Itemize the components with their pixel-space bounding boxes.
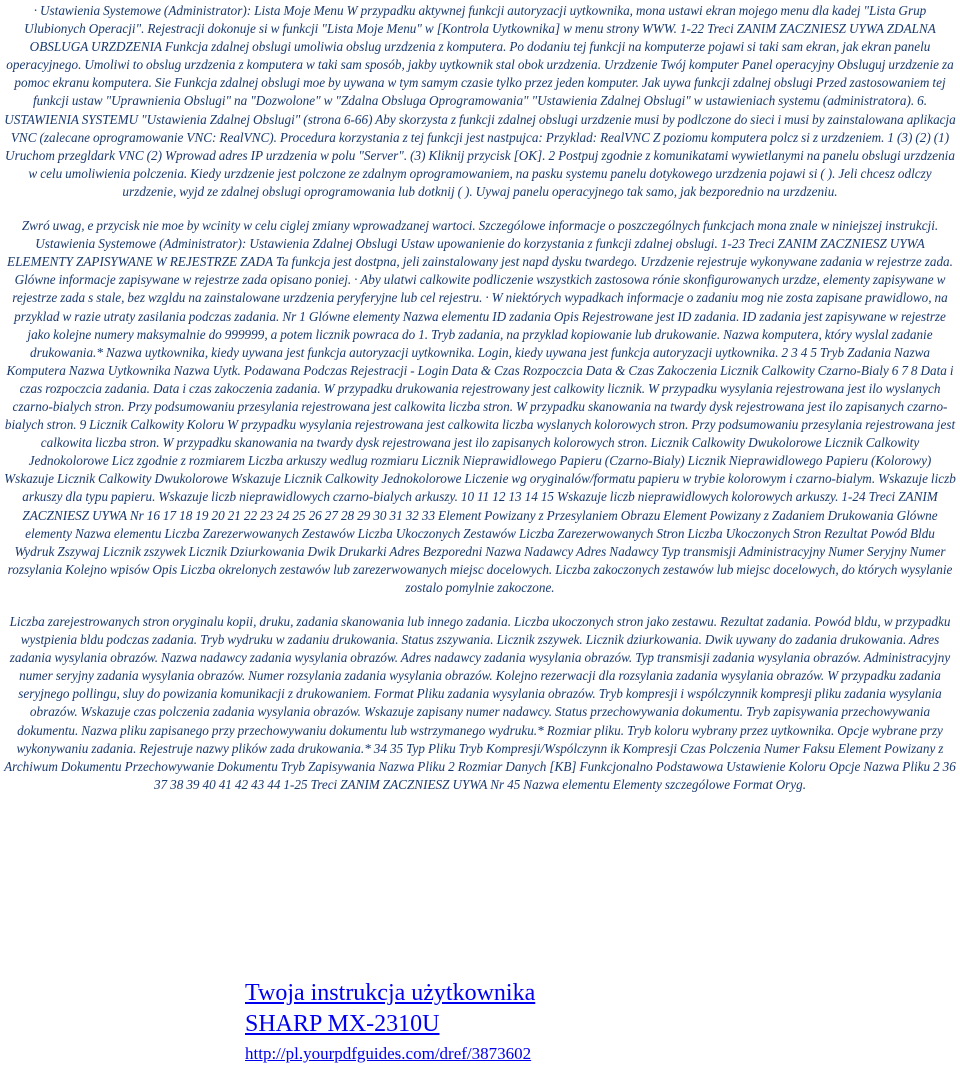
- product-model-link[interactable]: SHARP MX-2310U: [245, 1011, 440, 1037]
- paragraph-job-log-details: Liczba zarejestrowanych stron oryginalu kopii, druku, zadania skanowania lub innego zadania. Liczba ukoczonych stron jako zestawu. Rezultat zadania. Powód bldu, w przypadku wystpienia bldu podczas zadania. Tryb wydruku w zadaniu drukowania. Status zszywania. Licznik zszywek. Licznik dziurkowania. Dwik uywany do zadania drukowania. Adres zadania wysylania obrazów. Nazwa nadawcy zadania wysylania obrazów. Adres nadawcy zadania wysylania obrazów. Typ transmisji zadania wysylania obrazów. Administracyjny numer seryjny zadania wysylania obrazów. Numer rozsylania zadania wysylania obrazów. Kolejno rezerwacji dla rozsylania zadania wysylania obrazów. W przypadku zadania seryjnego pollingu, sluy do powizania komunikacji z drukowaniem. Format Pliku zadania wysylania obrazów. Tryb kompresji i wspólczynnik kompresji pliku zadania wysylania obrazów. Wskazuje czas polczenia zadania wysylania obrazów. Wskazuje zapisany numer nadawcy. Status przechowywania dokumentu. Tryb zapisywania przechowywania dokumentu. Nazwa pliku zapisanego przy przechowywaniu dokumentu lub wstrzymanego wydruku.* Rozmiar pliku. Tryb koloru wybrany przez uytkownika. Opcje wybrane przy wykonywaniu zadania. Rejestruje nazwy plików zada drukowania.* 34 35 Typ Pliku Tryb Kompresji/Wspólczynn ik Kompresji Czas Polczenia Numer Faksu Element Powizany z Archiwum Dokumentu Przechowywanie Dokumentu Tryb Zapisywania Nazwa Pliku 2 Rozmiar Danych [KB] Funkcjonalno Podstawowa Ustawienie Koloru Opcje Nazwa Pliku 2 36 37 38 39 40 41 42 43 44 1-25 Treci ZANIM ZACZNIESZ UYWA Nr 45 Nazwa elementu Elementy szczególowe Format Oryg.: [4, 614, 956, 792]
- document-body: [4, 2, 956, 794]
- paragraph-remote-operation: · Ustawienia Systemowe (Administrator): Lista Moje Menu W przypadku aktywnej funkcji autoryzacji uytkownika, mona ustawi ekran mojego menu dla kadej "Lista Grup Ulubionych Operacji". Rejestracji dokonuje si w funkcji "Lista Moje Menu" w [Kontrola Uytkownika] w menu strony WWW. 1-22 Treci ZANIM ZACZNIESZ UYWA ZDALNA OBSLUGA URZDZENIA Funkcja zdalnej obslugi umoliwia obslug urzdzenia z komputera. Po dodaniu tej funkcji na komputerze pojawi si taki sam ekran, jak ekran panelu operacyjnego. Umoliwi to obslug urzdzenia z komputera w taki sam sposób, jakby uytkownik stal obok urzdzenia. Urzdzenie Twój komputer Panel operacyjny Obsluguj urzdzenie za pomoc ekranu komputera. Sie Funkcja zdalnej obslugi moe by uywana w tym samym czasie tylko przez jeden komputer. Jak uywa funkcji zdalnej obslugi Przed zastosowaniem tej funkcji ustaw "Uprawnienia Obslugi" na "Dozwolone" w "Zdalna Obsluga Oprogramowania" "Ustawienia Zdalnej Obslugi" w ustawieniach systemu (administratora). 6. USTAWIENIA SYSTEMU "Ustawienia Zdalnej Obslugi" (strona 6-66) Aby skorzysta z funkcji zdalnej obslugi urzdzenie musi by podlczone do sieci i musi by zainstalowana aplikacja VNC (zalecane oprogramowanie VNC: RealVNC). Procedura korzystania z tej funkcji jest nastpujca: Przyklad: RealVNC Z poziomu komputera polcz si z urzdzeniem. 1 (3) (2) (1) Uruchom przegldark VNC (2) Wprowad adres IP urzdzenia w polu "Server". (3) Kliknij przycisk [OK]. 2 Postpuj zgodnie z komunikatami wywietlanymi na panelu obslugi urzdzenia w celu umoliwienia polczenia. Kiedy urzdzenie jest polczone ze zdalnym oprogramowaniem, na pasku systemu panelu dotykowego urzdzenia pojawi si ( ). Jeli chcesz odlczy urzdzenie, wyjd ze zdalnej obslugi oprogramowania lub dotknij ( ). Uywaj panelu operacyjnego tak samo, jak bezporednio na urzdzeniu.: [4, 3, 956, 199]
- manual-title-link[interactable]: Twoja instrukcja użytkownika: [245, 980, 536, 1006]
- download-url-link[interactable]: http://pl.yourpdfguides.com/dref/3873602: [245, 1044, 532, 1063]
- paragraph-job-log: Zwró uwag, e przycisk nie moe by wcinity w celu ciglej zmiany wprowadzanej wartoci. Szczególowe informacje o poszczególnych funkcjach mona znale w niniejszej instrukcji. Ustawienia Systemowe (Administrator): Ustawienia Zdalnej Obslugi Ustaw upowanienie do korzystania z funkcji zdalnej obslugi. 1-23 Treci ZANIM ZACZNIESZ UYWA ELEMENTY ZAPISYWANE W REJESTRZE ZADA Ta funkcja jest dostpna, jeli zainstalowany jest napd dysku twardego. Urzdzenie rejestruje wykonywane zadania w rejestrze zada. Glówne informacje zapisywane w rejestrze zada opisano poniej. · Aby ulatwi calkowite podliczenie wszystkich zastosowa rónie skonfigurowanych urzdze, elementy zapisywane w rejestrze zada s stale, bez wzgldu na zainstalowane urzdzenia peryferyjne lub cel rejestru. · W niektórych wypadkach informacje o zadaniu mog nie zosta zapisane prawidlowo, na przyklad w razie utraty zasilania podczas zadania. Nr 1 Glówne elementy Nazwa elementu ID zadania Opis Rejestrowane jest ID zadania. ID zadania jest zapisywane w rejestrze jako kolejne numery maksymalnie do 999999, a potem licznik powraca do 1. Tryb zadania, na przyklad kopiowanie lub drukowanie. Nazwa komputera, który wyslal zadanie drukowania.* Nazwa uytkownika, kiedy uywana jest funkcja autoryzacji uytkownika. Login, kiedy uywana jest funkcja autoryzacji uytkownika. 2 3 4 5 Tryb Zadania Nazwa Komputera Nazwa Uytkownika Nazwa Uytk. Podawana Podczas Rejestracji - Login Data & Czas Rozpoczcia Data & Czas Zakoczenia Licznik Calkowity Czarno-Bialy 6 7 8 Data i czas rozpoczcia zadania. Data i czas zakoczenia zadania. W przypadku drukowania rejestrowany jest calkowity licznik. W przypadku wysylania rejestrowana jest ilo wyslanych czarno-bialych stron. Przy podsumowaniu przesylania rejestrowana jest calkowita liczba stron. W przypadku skanowania na twardy dysk rejestrowana jest ilo zapisanych czarno-bialych stron. 9 Licznik Calkowity Koloru W przypadku wysylania rejestrowana jest calkowita liczba wyslanych kolorowych stron. Przy podsumowaniu przesylania rejestrowana jest calkowita liczba stron. W przypadku skanowania na twardy dysk rejestrowana jest ilo zapisanych kolorowych stron. Licznik Calkowity Dwukolorowe Licznik Calkowity Jednokolorowe Licz zgodnie z rozmiarem Liczba arkuszy wedlug rozmiaru Licznik Nieprawidlowego Papieru (Czarno-Bialy) Licznik Nieprawidlowego Papieru (Kolorowy) Wskazuje Licznik Calkowity Dwukolorowe Wskazuje Licznik Calkowity Jednokolorowe Liczenie wg oryginalów/formatu papieru w trybie kolorowym i czarno-bialym. Wskazuje liczb arkuszy dla typu papieru. Wskazuje liczb nieprawidlowych czarno-bialych arkuszy. 10 11 12 13 14 15 Wskazuje liczb nieprawidlowych kolorowych arkuszy. 1-24 Treci ZANIM ZACZNIESZ UYWA Nr 16 17 18 19 20 21 22 23 24 25 26 27 28 29 30 31 32 33 Element Powizany z Przesylaniem Obrazu Element Powizany z Zadaniem Drukowania Glówne elementy Nazwa elementu Liczba Zarezerwowanych Zestawów Liczba Ukoczonych Zestawów Liczba Zarezerwowanych Stron Liczba Ukoczonych Stron Rezultat Powód Bldu Wydruk Zszywaj Licznik zszywek Licznik Dziurkowania Dwik Drukarki Adres Bezporedni Nazwa Nadawcy Adres Nadawcy Typ transmisji Administracyjny Numer Seryjny Numer rozsylania Kolejno wpisów Opis Liczba okrelonych zestawów lub zarezerwowanych miejsc docelowych. Liczba zakoczonych zestawów lub miejsc docelowych, do których wysylanie zostalo pomylnie zakoczone.: [4, 218, 956, 595]
- footer-links: [245, 978, 535, 1068]
